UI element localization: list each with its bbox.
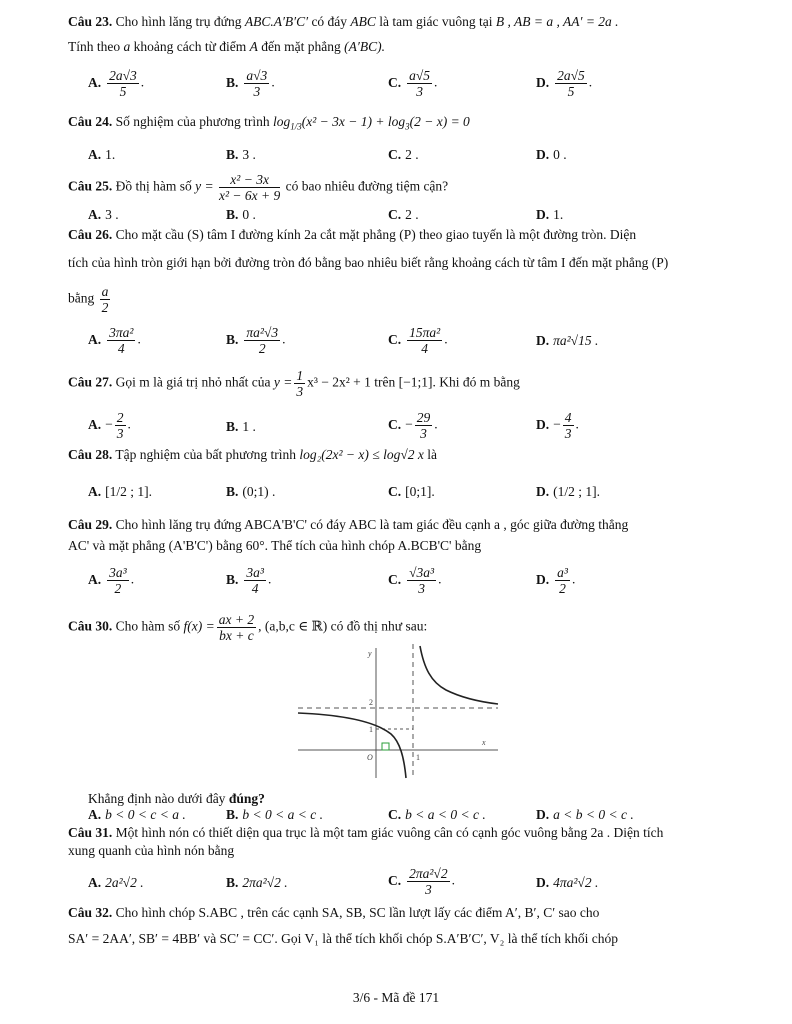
q24-line: Câu 24. Số nghiệm của phương trình $\log_{1/3}(x^2 - 3x - 1) + \log_3(2 - x) = 0$ xyxy=(68,114,470,132)
q27-option-c[interactable]: C. − $\frac{29}{3}$ . xyxy=(388,410,438,441)
q23-option-d[interactable]: D. $\frac{2a√5}{5}$ . xyxy=(536,68,593,99)
q25-option-c[interactable]: C. 2 . xyxy=(388,207,419,222)
q24-option-d[interactable]: D. 0 . xyxy=(536,147,567,162)
q29-line1: Câu 29. Cho hình lăng trụ đứng ABCA'B'C' có đáy ABC là tam giác đều cạnh a , góc giữa đường thẳng xyxy=(68,517,629,532)
q28-option-b[interactable]: B. (0;1) . xyxy=(226,484,276,499)
q26-line3: bằng $\frac{a}{2}$ xyxy=(68,284,109,315)
q27-option-a[interactable]: A. − $\frac{2}{3}$ . xyxy=(88,410,131,441)
page-footer: 3/6 - Mã đề 171 xyxy=(352,990,440,1005)
q30-graph xyxy=(296,642,500,780)
y-tick-2: 2 xyxy=(369,698,373,707)
q29-option-a[interactable]: A. $\frac{\text{3a³}}{2}$ . xyxy=(88,565,135,596)
q29-option-c[interactable]: C. $\frac{\text{√3a³}}{3}$ . xyxy=(388,565,442,596)
q30-statement: Khẳng định nào dưới đây đúng? xyxy=(88,791,265,806)
q29-line2: AC' và mặt phẳng (A'B'C') bằng 60°. Thể tích của hình chóp A.BCB'C' bằng xyxy=(68,538,482,553)
q24-number: Câu 24. xyxy=(68,114,113,129)
q28-option-a[interactable]: A. [1/2 ; 1]. xyxy=(88,484,152,499)
q29-option-b[interactable]: B. $\frac{\text{3a³}}{4}$ . xyxy=(226,565,272,596)
y-label: y xyxy=(368,649,372,658)
q27-line: Câu 27. Gọi m là giá trị nhỏ nhất của y = $\frac{1}{3}$ x³ − 2x² + 1 trên [−1;1]. Khi đó m bằng xyxy=(68,368,520,399)
q23-option-b[interactable]: B. $\frac{a√3}{3}$ . xyxy=(226,68,275,99)
q25-option-d[interactable]: D. 1. xyxy=(536,207,564,222)
q31-line1: Câu 31. Một hình nón có thiết diện qua trục là một tam giác vuông cân có cạnh góc vuông bằng 2a . Diện tích xyxy=(68,825,664,840)
q26-option-b[interactable]: B. $\frac{\text{πa²√3}}{2}$ . xyxy=(226,325,286,356)
q23-option-a[interactable]: A. $\frac{2a√3}{5}$ . xyxy=(88,68,145,99)
q26-line1: Câu 26. Cho mặt cầu (S) tâm I đường kính 2a cắt mặt phẳng (P) theo giao tuyến là một đường tròn. Diện xyxy=(68,227,637,242)
q24-option-a[interactable]: A. 1. xyxy=(88,147,116,162)
q27-option-b[interactable]: B. 1 . xyxy=(226,419,256,434)
q23-line1: Câu 23. Cho hình lăng trụ đứng ABC.A′B′C′ có đáy ABC là tam giác vuông tại B , AB = a , AA′ = 2a . xyxy=(68,14,619,29)
origin-label: O xyxy=(367,753,373,762)
curve-right-branch xyxy=(420,646,498,704)
q26-option-d[interactable]: D. πa²√15 . xyxy=(536,333,599,348)
q28-option-d[interactable]: D. (1/2 ; 1]. xyxy=(536,484,600,499)
q26-line2: tích của hình tròn giới hạn bởi đường tròn đó bằng bao nhiêu biết rằng khoảng cách từ tâm I đến mặt phẳng (P) xyxy=(68,255,669,270)
q31-option-a[interactable]: A. 2a²√2 . xyxy=(88,875,144,890)
q23-number: Câu 23. xyxy=(68,14,113,29)
y-tick-1: 1 xyxy=(369,725,373,734)
q25-option-b[interactable]: B. 0 . xyxy=(226,207,256,222)
q32-line1: Câu 32. Cho hình chóp S.ABC , trên các cạnh SA, SB, SC lần lượt lấy các điểm A′, B′, C′ sao cho xyxy=(68,905,600,920)
q30-option-c[interactable]: C. b < a < 0 < c . xyxy=(388,807,486,822)
q26-option-a[interactable]: A. $\frac{\text{3πa²}}{4}$ . xyxy=(88,325,141,356)
q23-option-c[interactable]: C. $\frac{a√5}{3}$ . xyxy=(388,68,438,99)
q23-line2: Tính theo a khoảng cách từ điểm A đến mặt phẳng (A′BC). xyxy=(68,39,385,54)
q26-option-c[interactable]: C. $\frac{\text{15πa²}}{4}$ . xyxy=(388,325,448,356)
q25-line: Câu 25. Đồ thị hàm số y = $\frac{\text{x² − 3x}}{\text{x² − 6x + 9}}$ có bao nhiêu đường tiệm cận? xyxy=(68,172,449,203)
q24-option-b[interactable]: B. 3 . xyxy=(226,147,256,162)
q25-option-a[interactable]: A. 3 . xyxy=(88,207,119,222)
q31-option-d[interactable]: D. 4πa²√2 . xyxy=(536,875,599,890)
q30-line: Câu 30. Cho hàm số f(x) = $\frac{ax + 2}{bx + c}$ , (a,b,c ∈ ℝ) có đồ thị như sau: xyxy=(68,612,428,643)
origin-marker xyxy=(382,743,389,750)
q24-option-c[interactable]: C. 2 . xyxy=(388,147,419,162)
q29-option-d[interactable]: D. $\frac{\text{a³}}{2}$ . xyxy=(536,565,576,596)
q31-option-b[interactable]: B. 2πa²√2 . xyxy=(226,875,288,890)
q30-option-a[interactable]: A. b < 0 < c < a . xyxy=(88,807,186,822)
x-label: x xyxy=(482,738,486,747)
q32-line2: SA′ = 2AA′, SB′ = 4BB′ và SC′ = CC′. Gọi V₁ là thể tích khối chóp S.A′B′C′, V₂ là thể tích khối chóp xyxy=(68,931,618,946)
q30-option-d[interactable]: D. a < b < 0 < c . xyxy=(536,807,634,822)
q27-option-d[interactable]: D. − $\frac{4}{3}$ . xyxy=(536,410,579,441)
x-tick-1: 1 xyxy=(416,753,420,762)
q28-line: Câu 28. Tập nghiệm của bất phương trình log₂(2x² − x) ≤ log√2 x là xyxy=(68,447,437,462)
q28-option-c[interactable]: C. [0;1]. xyxy=(388,484,435,499)
q31-option-c[interactable]: C. $\frac{\text{2πa²√2}}{3}$ . xyxy=(388,866,455,897)
q30-option-b[interactable]: B. b < 0 < a < c . xyxy=(226,807,323,822)
q31-line2: xung quanh của hình nón bằng xyxy=(68,843,235,858)
curve-left-branch xyxy=(298,713,406,778)
